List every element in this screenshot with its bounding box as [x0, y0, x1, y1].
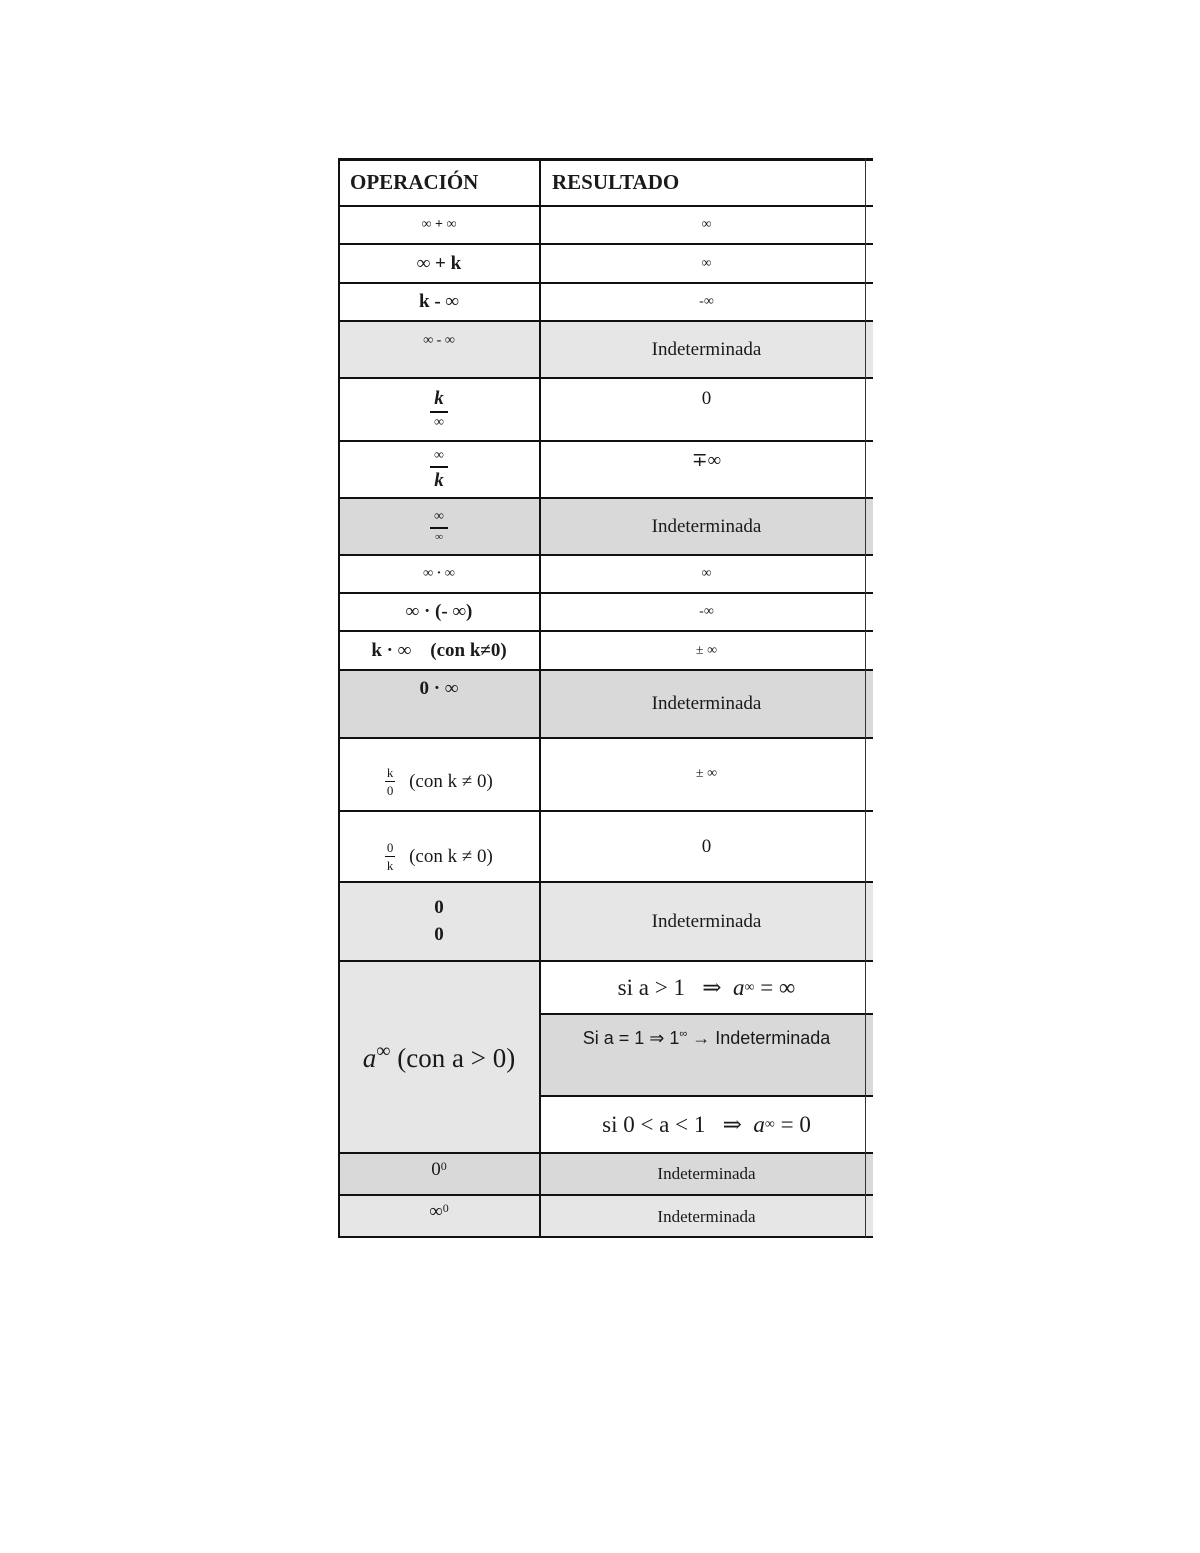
op-inf-minus-inf: ∞ - ∞	[338, 321, 540, 378]
case-result: = 0	[774, 1111, 811, 1137]
row-divider	[338, 810, 873, 812]
res-inf-times-neg-inf: -∞	[699, 604, 714, 619]
column-divider	[539, 158, 541, 1238]
op-zero-power-zero	[338, 1153, 540, 1195]
row-divider	[338, 960, 873, 962]
res-inf-minus-inf: Indeterminada	[540, 321, 873, 378]
res-case-a-between-0-1	[540, 1096, 873, 1153]
op-k-times-inf: k · ∞ (con k≠0)	[371, 639, 507, 661]
case-result: = ∞	[754, 974, 796, 1000]
fraction-denominator: 0	[434, 923, 444, 945]
op-zero-over-k	[338, 811, 540, 882]
power-exponent: 0	[442, 1201, 449, 1215]
row-divider	[338, 630, 873, 632]
op-inf-plus-k: ∞ + k	[416, 252, 462, 274]
case-condition: Si a = 1 ⇒	[582, 1028, 670, 1048]
res-zero-over-zero: Indeterminada	[540, 882, 873, 961]
res-inf-power-zero: Indeterminada	[540, 1195, 873, 1238]
op-inf-times-inf: ∞ · ∞	[423, 566, 455, 581]
row-divider	[338, 737, 873, 739]
header-result: RESULTADO	[552, 169, 680, 194]
power-base: ∞	[429, 1201, 443, 1222]
op-zero-times-inf: 0 · ∞	[338, 670, 540, 738]
table-border	[338, 158, 340, 1238]
row-divider	[338, 497, 873, 499]
row-divider	[338, 440, 873, 442]
row-divider	[338, 282, 873, 284]
table-border	[338, 158, 873, 161]
res-k-minus-inf: -∞	[699, 294, 714, 309]
row-divider	[338, 205, 873, 207]
condition-text: (con k ≠ 0)	[409, 845, 493, 867]
row-divider	[338, 377, 873, 379]
table-border	[865, 158, 866, 1238]
row-divider	[338, 243, 873, 245]
res-zero-times-inf: Indeterminada	[540, 670, 873, 738]
row-divider	[338, 669, 873, 671]
res-inf-plus-inf: ∞	[701, 217, 712, 232]
row-divider	[338, 1152, 873, 1154]
power-base: 0	[431, 1159, 441, 1180]
table-border	[338, 1236, 873, 1238]
case-condition: si a > 1 ⇒	[617, 974, 733, 1000]
power-base: a	[732, 974, 745, 1000]
op-k-over-inf	[338, 378, 540, 441]
op-inf-over-k	[338, 441, 540, 498]
fraction-numerator: k	[386, 765, 394, 780]
res-inf-times-inf: ∞	[701, 566, 712, 581]
op-a-power-inf	[338, 961, 540, 1153]
res-k-times-inf: ± ∞	[695, 642, 718, 658]
res-case-a-equals-1	[540, 1014, 873, 1096]
op-inf-times-neg-inf: ∞ · (- ∞)	[405, 601, 473, 622]
case-result: → Indeterminada	[687, 1028, 831, 1048]
power-exponent: ∞	[376, 1040, 391, 1062]
fraction-numerator: k	[434, 388, 444, 409]
res-zero-over-k: 0	[701, 835, 712, 857]
header-operation: OPERACIÓN	[350, 169, 479, 194]
fraction-numerator: ∞	[434, 448, 444, 463]
power-exponent: 0	[440, 1159, 447, 1173]
fraction-numerator: 0	[386, 840, 394, 855]
fraction-denominator: k	[434, 470, 444, 491]
op-inf-plus-inf: ∞ + ∞	[421, 217, 457, 232]
power-exponent: ∞	[764, 1116, 775, 1132]
row-divider	[338, 592, 873, 594]
op-k-over-zero	[338, 738, 540, 811]
op-inf-power-zero	[338, 1195, 540, 1238]
power-base: 1	[669, 1028, 680, 1048]
power-exponent: ∞	[744, 979, 755, 995]
limits-table	[338, 158, 873, 1238]
row-divider	[540, 1013, 873, 1015]
row-divider	[338, 881, 873, 883]
res-zero-power-zero: Indeterminada	[540, 1153, 873, 1195]
row-divider	[338, 554, 873, 556]
op-zero-over-zero	[338, 882, 540, 961]
fraction-numerator: 0	[434, 896, 444, 918]
condition-text: (con k ≠ 0)	[409, 770, 493, 792]
row-divider	[338, 320, 873, 322]
res-case-a-greater-1	[540, 961, 873, 1014]
op-k-minus-inf: k - ∞	[419, 291, 459, 312]
case-condition: si 0 < a < 1 ⇒	[602, 1111, 754, 1137]
res-k-over-zero: ± ∞	[695, 766, 718, 781]
res-inf-over-k: ∓∞	[691, 450, 722, 471]
condition-text: (con a > 0)	[397, 1043, 516, 1073]
res-inf-over-inf: Indeterminada	[540, 498, 873, 555]
row-divider	[540, 1095, 873, 1097]
res-k-over-inf: 0	[701, 388, 712, 409]
power-base: a	[753, 1111, 765, 1137]
op-inf-over-inf	[338, 498, 540, 555]
res-inf-plus-k: ∞	[701, 255, 712, 271]
power-exponent: ∞	[679, 1028, 688, 1040]
fraction-denominator: ∞	[434, 415, 444, 430]
fraction-denominator: ∞	[435, 531, 443, 543]
power-base: a	[362, 1043, 377, 1073]
fraction-denominator: k	[386, 858, 394, 873]
row-divider	[338, 1194, 873, 1196]
fraction-numerator: ∞	[434, 509, 444, 524]
fraction-denominator: 0	[386, 783, 394, 798]
